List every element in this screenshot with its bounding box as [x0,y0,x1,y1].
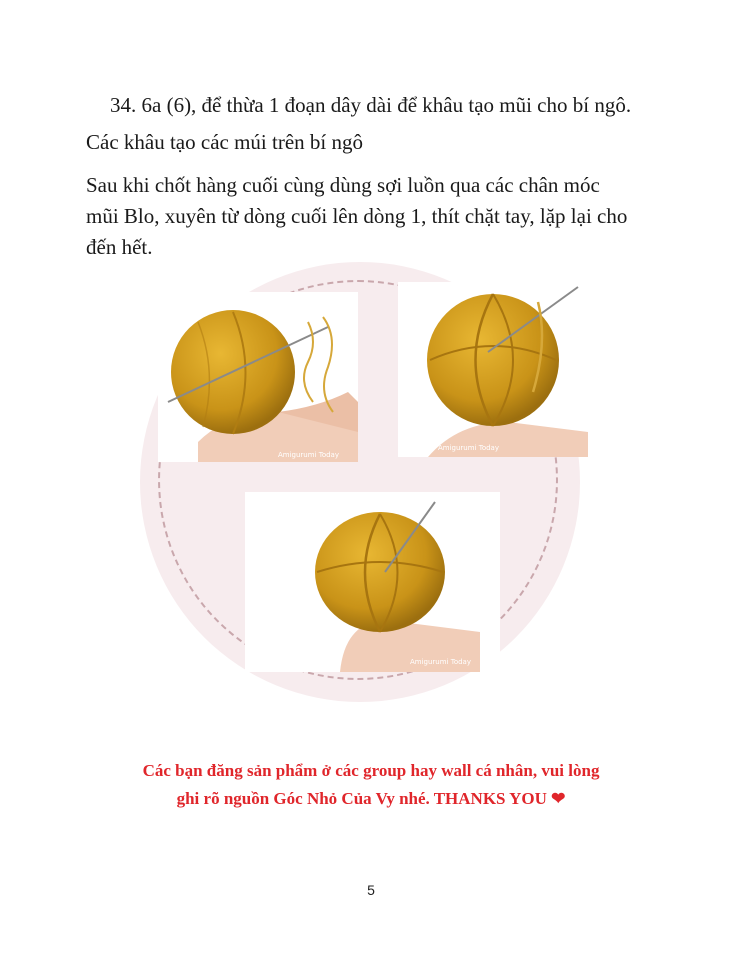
photo-segment-stitching [398,282,588,457]
instruction-line-2: mũi Blo, xuyên từ dòng cuối lên dòng 1, thít chặt tay, lặp lại cho [86,204,628,228]
photo-finished-pumpkin [245,492,500,672]
credit-notice-line-2: ghi rõ nguồn Góc Nhỏ Của Vy nhé. THANKS YOU ❤ [176,789,566,808]
photo-needle-insertion [158,292,358,462]
watermark-2: Amigurumi Today [438,444,499,452]
instruction-line-3: đến hết. [86,235,153,259]
watermark-3: Amigurumi Today [410,658,471,666]
credit-notice-line-1: Các bạn đăng sản phẩm ở các group hay wall cá nhân, vui lòng [142,761,600,780]
page-number: 5 [367,882,375,898]
subheading: Các khâu tạo các múi trên bí ngô [86,130,363,154]
watermark-1: Amigurumi Today [278,451,339,459]
instruction-line-1: Sau khi chốt hàng cuối cùng dùng sợi luồn qua các chân móc [86,173,600,197]
pumpkin-photo-collage [140,262,580,702]
step-34-text: 34. 6a (6), để thừa 1 đoạn dây dài để khâu tạo mũi cho bí ngô. [110,93,632,117]
